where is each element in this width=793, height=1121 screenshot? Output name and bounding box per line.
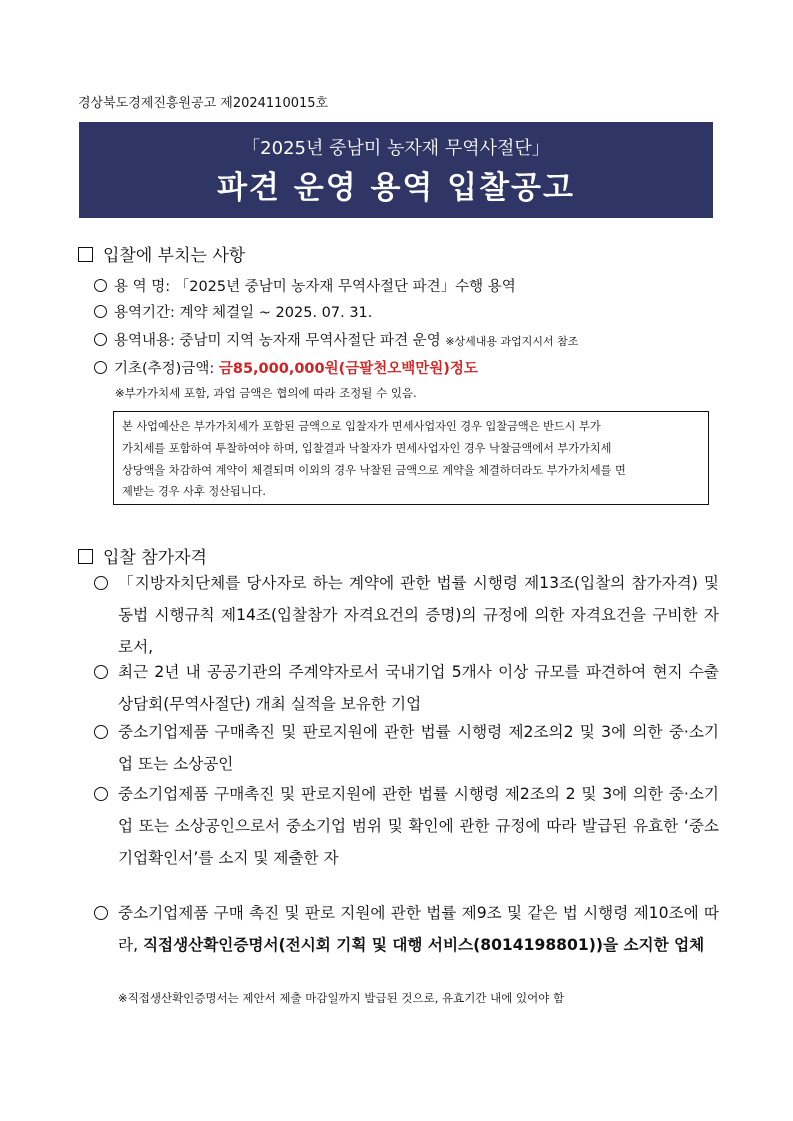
vat-box-line: 상당액을 차감하여 계약이 체결되며 이외의 경우 낙찰된 금액으로 계약을 체결하더라도 부가가치세를 면 — [122, 463, 626, 477]
circle-bullet-icon — [94, 333, 107, 346]
vat-notice-box — [113, 411, 709, 505]
item-value: 중남미 지역 농자재 무역사절단 파견 운영 — [179, 333, 441, 349]
item-value: 「2025년 중남미 농자재 무역사절단 파견」수행 용역 — [174, 279, 516, 295]
qualification-item — [94, 656, 719, 720]
vat-note: ※부가가치세 포함, 과업 금액은 협의에 따라 조정될 수 있음. — [115, 386, 417, 400]
circle-bullet-icon — [94, 279, 107, 292]
footnote: ※직접생산확인증명서는 제안서 제출 마감일까지 발급된 것으로, 유효기간 내에 있어야 함 — [118, 991, 565, 1005]
vat-box-line: 제받는 경우 사후 정산됩니다. — [122, 485, 266, 499]
item-label: 용역기간: — [114, 305, 180, 321]
qualification-text: 최근 2년 내 공공기관의 주계약자로서 국내기업 5개사 이상 규모를 파견하여 현지 수출상담회(무역사절단) 개최 실적을 보유한 기업 — [118, 663, 719, 713]
section1-heading — [78, 241, 245, 266]
qualification-text — [118, 897, 719, 961]
list-item — [94, 275, 516, 296]
vat-box-line: 가치세를 포함하여 투찰하여야 하며, 입찰결과 낙찰자가 면세사업자인 경우 낙찰금액에서 부가가치세 — [122, 441, 612, 455]
qualification-item — [94, 897, 719, 961]
qualification-text-bold: 직접생산확인증명서(전시회 기획 및 대행 서비스(8014198801))을 소지한 업체 — [142, 936, 705, 954]
circle-bullet-icon — [94, 361, 107, 374]
vat-box-line: 본 사업예산은 부가가치세가 포함된 금액으로 입찰자가 면세사업자인 경우 입찰금액은 반드시 부가 — [122, 420, 601, 433]
section2-heading — [78, 543, 207, 568]
checkbox-square-icon — [78, 549, 93, 564]
circle-bullet-icon — [94, 787, 108, 801]
qualification-text-plain: 중소기업제품 구매 촉진 및 판로 지원에 관한 법률 제9조 및 같은 법 시행령 제10조에 따라, — [118, 904, 719, 954]
qualification-item — [94, 567, 719, 663]
circle-bullet-icon — [94, 906, 108, 920]
list-item — [94, 301, 372, 322]
item-value: 계약 체결일 ~ 2025. 07. 31. — [179, 305, 373, 321]
circle-bullet-icon — [94, 665, 108, 679]
list-item — [94, 329, 578, 350]
notice-number: 경상북도경제진흥원공고 제2024110015호 — [78, 96, 329, 111]
qualification-text: 중소기업제품 구매촉진 및 판로지원에 관한 법률 시행령 제2조의2 및 3에 의한 중·소기업 또는 소상공인 — [118, 723, 719, 773]
circle-bullet-icon — [94, 576, 108, 590]
qualification-item — [94, 716, 719, 780]
title-banner — [79, 122, 713, 218]
item-note: ※상세내용 과업지시서 참조 — [445, 335, 579, 348]
section2-heading-text: 입찰 참가자격 — [103, 548, 207, 568]
banner-subtitle: 「2025년 중남미 농자재 무역사절단」 — [242, 138, 550, 159]
qualification-item — [94, 778, 719, 874]
item-label: 기초(추정)금액: — [114, 361, 219, 377]
item-label: 용역내용: — [114, 333, 180, 349]
banner-title: 파견 운영 용역 입찰공고 — [217, 170, 575, 206]
section1-heading-text: 입찰에 부치는 사항 — [103, 246, 246, 266]
qualification-text: 「지방자치단체를 당사자로 하는 계약에 관한 법률 시행령 제13조(입찰의 참가자격) 및 동법 시행규칙 제14조(입찰참가 자격요건의 증명)의 규정에 의한 자격요건을 구비한 자로서, — [118, 574, 719, 656]
checkbox-square-icon — [78, 247, 93, 262]
circle-bullet-icon — [94, 725, 108, 739]
list-item — [94, 357, 478, 378]
budget-amount: 금85,000,000원(금팔천오백만원)정도 — [218, 361, 478, 377]
item-label: 용 역 명: — [114, 279, 175, 295]
qualification-text: 중소기업제품 구매촉진 및 판로지원에 관한 법률 시행령 제2조의 2 및 3에 의한 중·소기업 또는 소상공인으로서 중소기업 범위 및 확인에 관한 규정에 따라 발급된 유효한 ‘중소기업확인서’를 소지 및 제출한 자 — [118, 785, 719, 867]
circle-bullet-icon — [94, 305, 107, 318]
